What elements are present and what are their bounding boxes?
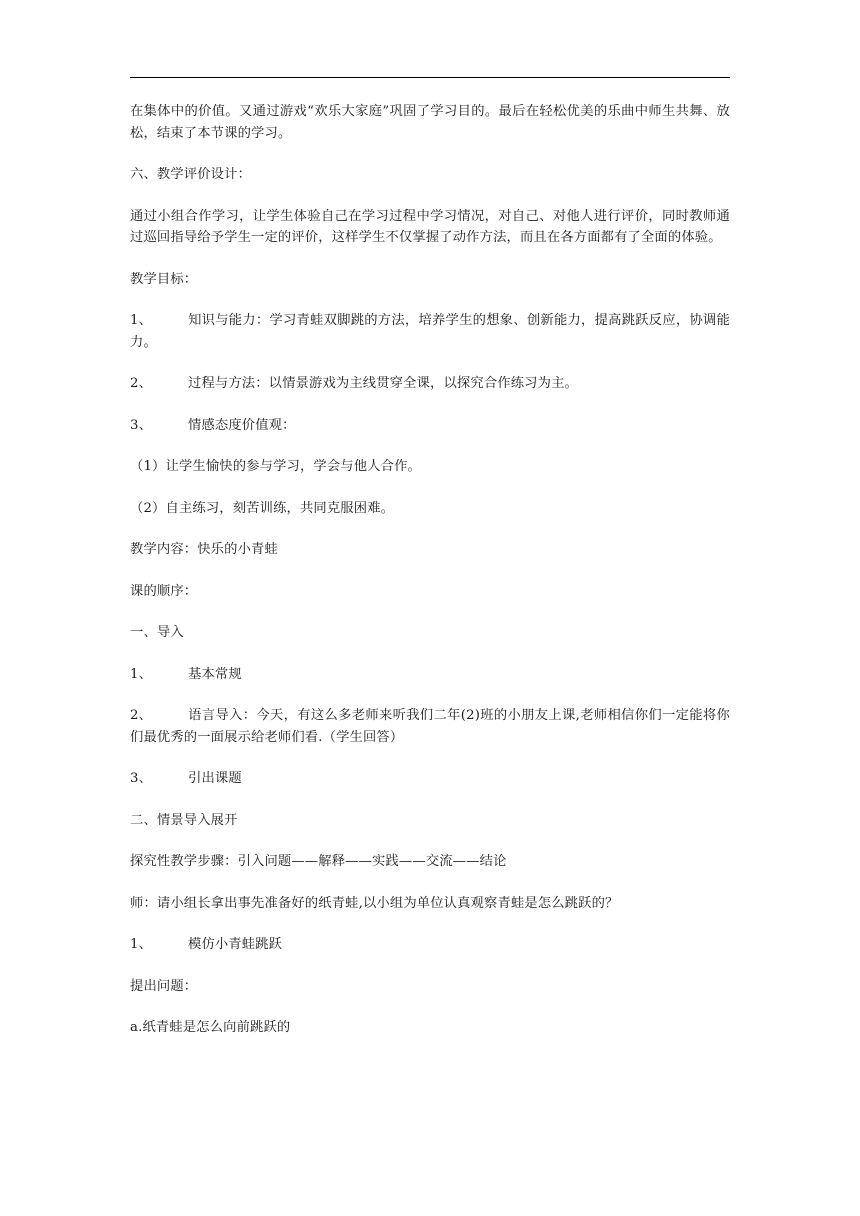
paragraph: 六、教学评价设计： [130, 167, 252, 182]
numbered-paragraph [130, 373, 730, 395]
numbered-paragraph [130, 415, 730, 437]
paragraph: （2）自主练习，刻苦训练，共同克服困难。 [130, 500, 395, 516]
paragraph-text: 引出课题 [188, 771, 242, 786]
paragraph-text: 基本常规 [188, 666, 242, 682]
paragraph: 教学目标： [130, 271, 198, 287]
header-rule [130, 77, 730, 78]
list-number: 3、 [130, 771, 153, 786]
list-number: 2、 [130, 708, 153, 723]
numbered-paragraph [130, 934, 730, 956]
list-number: 1、 [130, 313, 153, 328]
list-number: 3、 [130, 417, 153, 433]
document-body [130, 101, 730, 1059]
paragraph: 提出问题： [130, 978, 198, 994]
paragraph: 课的顺序： [130, 583, 198, 599]
paragraph-text: 模仿小青蛙跳跃 [188, 937, 283, 952]
paragraph-text: 语言导入：今天，有这么多老师来听我们二年(2)班的小朋友上课,老师相信你们一定能将你们最优秀的一面展示给老师们看.（学生回答） [130, 708, 730, 745]
list-number: 2、 [130, 376, 153, 391]
paragraph: （1）让学生愉快的参与学习，学会与他人合作。 [130, 459, 421, 474]
numbered-paragraph [130, 705, 730, 748]
numbered-paragraph [130, 664, 730, 686]
paragraph-text: 过程与方法：以情景游戏为主线贯穿全课，以探究合作练习为主。 [188, 376, 578, 391]
list-number: 1、 [130, 666, 153, 682]
paragraph: 教学内容：快乐的小青蛙 [130, 542, 278, 557]
numbered-paragraph [130, 310, 730, 353]
paragraph: 二、情景导入展开 [130, 812, 238, 828]
paragraph: 通过小组合作学习，让学生体验自己在学习过程中学习情况，对自己、对他人进行评价，同时教师通过巡回指导给予学生一定的评价，这样学生不仅掌握了动作方法，而且在各方面都有了全面的体验。 [130, 208, 730, 245]
paragraph-text: 情感态度价值观： [188, 417, 296, 433]
paragraph-text: 知识与能力：学习青蛙双脚跳的方法，培养学生的想象、创新能力，提高跳跃反应，协调能力。 [130, 313, 730, 350]
paragraph: 探究性教学步骤：引入问题——解释——实践——交流——结论 [130, 854, 507, 869]
paragraph: 在集体中的价值。又通过游戏“欢乐大家庭”巩固了学习目的。最后在轻松优美的乐曲中师生共舞、放松，结束了本节课的学习。 [130, 104, 730, 141]
paragraph: a.纸青蛙是怎么向前跳跃的 [130, 1020, 291, 1035]
list-number: 1、 [130, 937, 153, 952]
numbered-paragraph [130, 768, 730, 790]
paragraph: 师：请小组长拿出事先准备好的纸青蛙,以小组为单位认真观察青蛙是怎么跳跃的？ [130, 895, 619, 911]
paragraph: 一、导入 [130, 625, 184, 640]
